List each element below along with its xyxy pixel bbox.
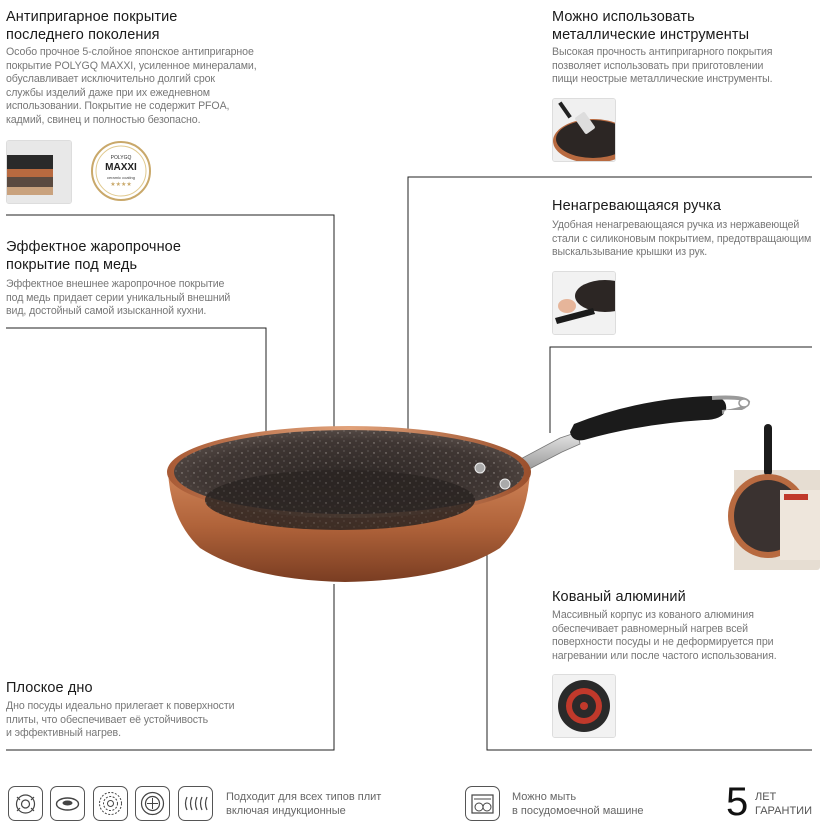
metal-tools-title: Можно использовать металлические инструменты <box>552 9 750 43</box>
metal-tools-description: Высокая прочность антипригарного покрытия позволяет использовать при приготовлении пищи неострые металлические инструменты. <box>552 46 773 86</box>
stoves-compatibility-text: Подходит для всех типов плит включая индукционные <box>226 791 382 817</box>
aluminium-title: Кованый алюминий <box>552 589 686 605</box>
handle-description: Удобная ненагревающаяся ручка из нержавеющей стали с силиконовым покрытием, предотвращающим выскальзывание крышки из рук. <box>552 219 812 259</box>
polygq-maxxi-badge <box>90 140 152 202</box>
aluminium-description: Массивный корпус из кованого алюминия обеспечивает равномерный нагрев всей поверхности посуды и не деформируется при нагревании или после частого использования. <box>552 609 777 662</box>
handle-grip-thumbnail <box>552 271 616 335</box>
pan-bottom-thumbnail <box>552 674 616 738</box>
metal-spatula-thumbnail <box>552 98 616 162</box>
flat-bottom-title: Плоское дно <box>6 680 93 696</box>
dishwasher-icon <box>465 786 500 821</box>
coating-layers-thumbnail <box>6 140 72 204</box>
glass-ceramic-icon <box>93 786 128 821</box>
nonstick-title: Антипригарное покрытие последнего поколения <box>6 9 178 43</box>
warranty-number: 5 <box>726 780 749 824</box>
badge-brand: MAXXI <box>105 162 137 173</box>
badge-stars: ★★★★ <box>110 182 132 188</box>
product-box-image <box>724 410 820 570</box>
nonstick-description: Особо прочное 5-слойное японское антипригарное покрытие POLYGQ MAXXI, усиленное минералами, обуславливает исключительно долгий срок службы изделий даже при их ежедневном использовании. Покрытие не содержит PFOA, кадмий, свинец и полностью безопасно. <box>6 46 257 126</box>
copper-coating-title: Эффектное жаропрочное покрытие под медь <box>6 239 182 273</box>
copper-coating-description: Эффектное внешнее жаропрочное покрытие под медь придает серии уникальный внешний вид, достойный самой изысканной кухни. <box>6 278 231 318</box>
handle-title: Ненагревающаяся ручка <box>552 198 722 214</box>
warranty-label: ЛЕТ ГАРАНТИИ <box>755 791 812 817</box>
dishwasher-text: Можно мыть в посудомоечной машине <box>512 791 644 817</box>
flat-bottom-description: Дно посуды идеально прилегает к поверхности плиты, что обеспечивает её устойчивость и эффективный нагрев. <box>6 700 235 740</box>
induction-icon <box>135 786 170 821</box>
gas-stove-icon <box>8 786 43 821</box>
badge-tagline: ceramic coating <box>106 175 135 180</box>
halogen-icon <box>178 786 213 821</box>
electric-stove-icon <box>50 786 85 821</box>
badge-brand-small: POLYGQ <box>110 155 132 161</box>
